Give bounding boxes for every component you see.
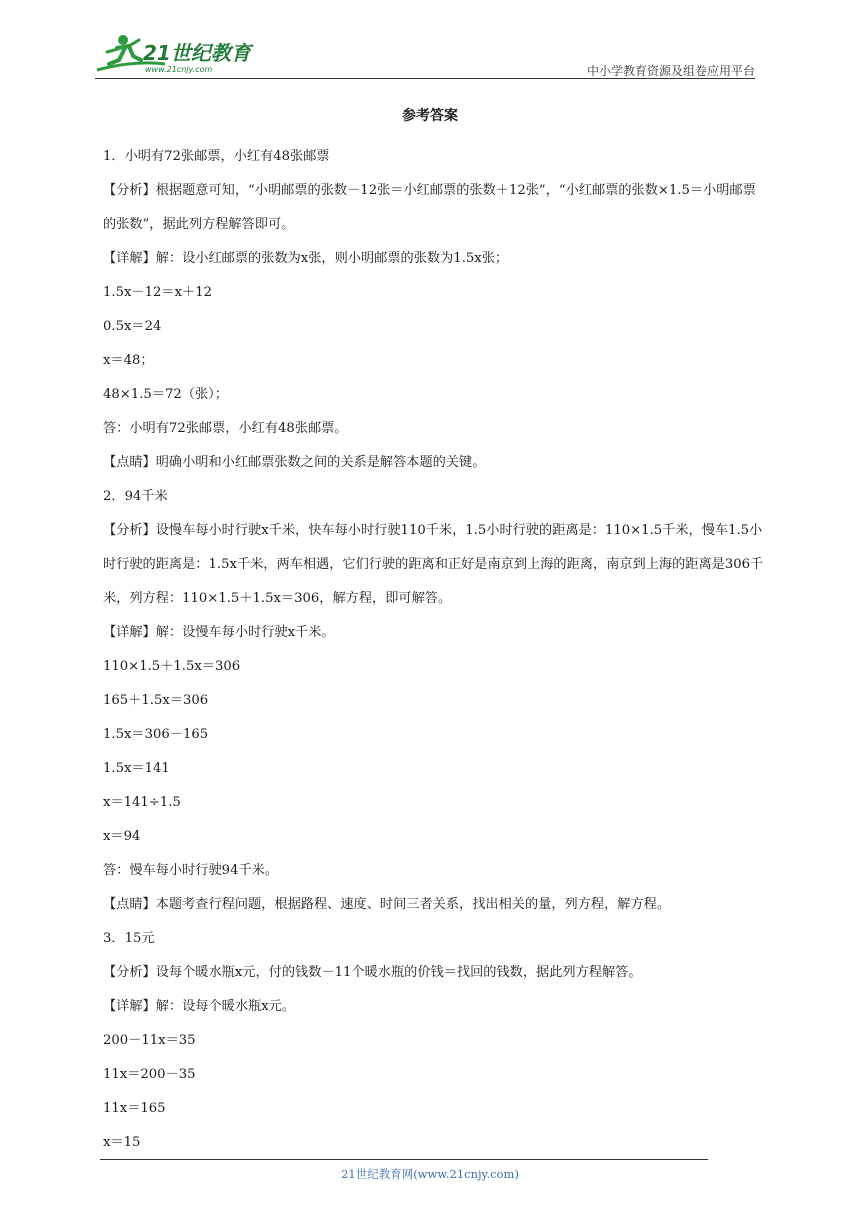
- solution-text: 【详解】解：设慢车每小时行驶x千米。: [103, 625, 335, 640]
- equation-line: 200－11x＝35: [103, 1033, 196, 1048]
- svg-text:21世纪教育: 21世纪教育: [143, 41, 251, 65]
- svg-text:www.21cnjy.com: www.21cnjy.com: [145, 65, 213, 74]
- equation-line: x＝15: [103, 1135, 141, 1150]
- equation-line: 1.5x－12＝x＋12: [103, 285, 212, 300]
- equation-line: 1.5x＝141: [103, 761, 170, 776]
- answer-heading: 2．94千米: [103, 489, 168, 504]
- footer-divider: [100, 1159, 708, 1160]
- analysis-text: 【分析】设每个暖水瓶x元，付的钱数－11个暖水瓶的价钱＝找回的钱数，据此列方程解答。: [103, 965, 642, 980]
- solution-text: 【详解】解：设小红邮票的张数为x张，则小明邮票的张数为1.5x张；: [103, 251, 509, 266]
- footer-source: 21世纪教育网(www.21cnjy.com): [341, 1167, 519, 1181]
- answer-line: 答：小明有72张邮票，小红有48张邮票。: [103, 421, 348, 436]
- answer-heading: 3．15元: [103, 931, 155, 946]
- comment-text: 【点睛】明确小明和小红邮票张数之间的关系是解答本题的关键。: [103, 455, 486, 470]
- platform-name: 中小学教育资源及组卷应用平台: [586, 64, 755, 78]
- analysis-text: 【分析】根据题意可知，“小明邮票的张数－12张＝小红邮票的张数＋12张”，“小红邮票的张数×1.5＝小明邮票的张数”，据此列方程解答即可。: [103, 183, 756, 232]
- answer-line: 答：慢车每小时行驶94千米。: [103, 863, 279, 878]
- equation-line: 11x＝165: [103, 1101, 166, 1116]
- site-logo: [95, 30, 265, 76]
- page-title: 参考答案: [402, 108, 458, 124]
- equation-line: 110×1.5＋1.5x＝306: [103, 659, 241, 674]
- equation-line: 0.5x＝24: [103, 319, 162, 334]
- equation-line: 48×1.5＝72（张）；: [103, 387, 228, 402]
- runner-logo-icon: [95, 30, 265, 76]
- analysis-text: 【分析】设慢车每小时行驶x千米，快车每小时行驶110千米，1.5小时行驶的距离是：110×1.5千米，慢车1.5小时行驶的距离是：1.5x千米，两车相遇，它们行驶的距离和正好是南京到上海的距离，南京到上海的距离是306千米，列方程：110×1.5＋1.5x＝306，解方程，即可解答。: [103, 523, 764, 606]
- equation-line: 165＋1.5x＝306: [103, 693, 209, 708]
- solution-text: 【详解】解：设每个暖水瓶x元。: [103, 999, 296, 1014]
- answer-heading: 1．小明有72张邮票，小红有48张邮票: [103, 149, 330, 164]
- equation-line: x＝141÷1.5: [103, 795, 181, 810]
- equation-line: x＝94: [103, 829, 141, 844]
- equation-line: 11x＝200－35: [103, 1067, 196, 1082]
- answer-content: [103, 140, 768, 1160]
- comment-text: 【点睛】本题考查行程问题，根据路程、速度、时间三者关系，找出相关的量，列方程，解方程。: [103, 897, 671, 912]
- header-divider: [95, 78, 755, 79]
- equation-line: x＝48；: [103, 353, 154, 368]
- equation-line: 1.5x＝306－165: [103, 727, 209, 742]
- page-header: [95, 30, 755, 80]
